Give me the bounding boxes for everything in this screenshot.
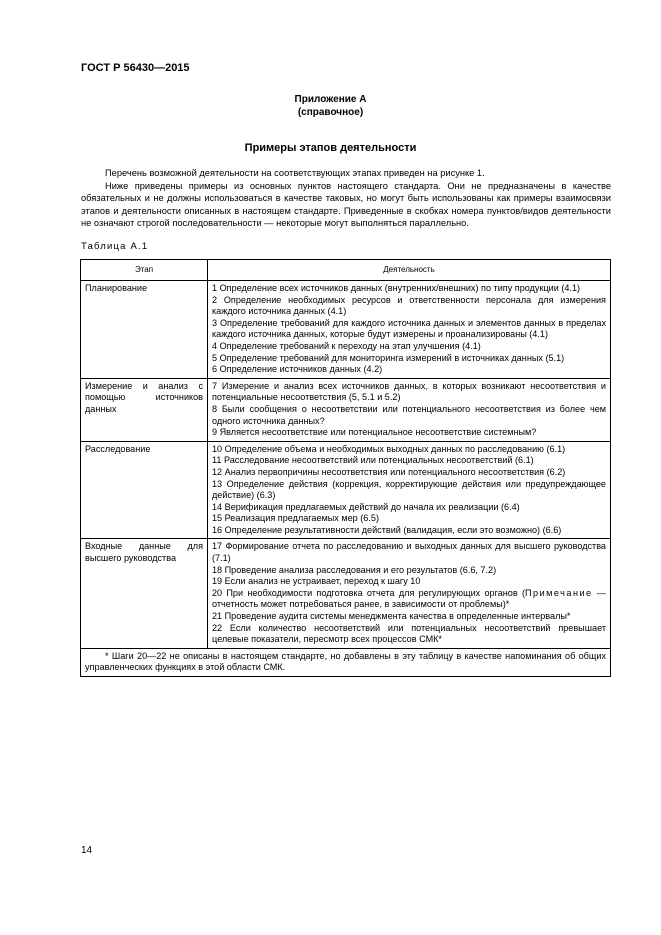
table-header-row [81,260,611,281]
header-stage: Этап [81,260,208,281]
table-row [81,539,611,648]
activity-item: 7 Измерение и анализ всех источников данных, в которых возникают несоответствия и потенциальные несоответствия (5, 5.1 и 5.2) [212,380,606,403]
activity-item: 16 Определение результативности действий (валидация, если это возможно) (6.6) [212,524,562,535]
table-caption: Таблица А.1 [81,241,149,252]
footnote-cell [81,648,611,676]
table-row [81,441,611,539]
activity-item: 5 Определение требований для мониторинга измерений в источниках данных (5.1) [212,352,565,363]
stage-cell [81,281,208,379]
table-row [81,378,611,441]
stage-label: Измерение и анализ с помощью источников данных [85,380,203,414]
note-label: Примечание [524,587,593,598]
document-id: ГОСТ Р 56430—2015 [81,62,190,74]
activity-item: 2 Определение необходимых ресурсов и ответственности персонала для измерения каждого источника данных (4.1) [212,294,606,317]
stage-label: Расследование [85,443,151,454]
activity-item: 12 Анализ первопричины несоответствия или потенциального несоответствия (6.2) [212,466,566,477]
stage-cell [81,378,208,441]
activity-item: 22 Если количество несоответствий или потенциальных несоответствий превышает целевые показатели, пересмотр всех процессов СМК* [212,622,606,645]
table-footnote-row [81,648,611,676]
activity-item: 10 Определение объема и необходимых выходных данных по расследованию (6.1) [212,443,566,454]
table-footnote: * Шаги 20—22 не описаны в настоящем стандарте, но добавлены в эту таблицу в качестве напоминания об общих управленческих функциях в этой области СМК. [85,650,606,673]
activity-item: 19 Если анализ не устраивает, переход к шагу 10 [212,576,421,587]
stage-label: Входные данные для высшего руководства [85,541,203,564]
activity-item [212,588,606,611]
activity-item: 6 Определение источников данных (4.2) [212,364,383,375]
activity-item: 1 Определение всех источников данных (внутренних/внешних) по типу продукции (4.1) [212,283,581,293]
header-activity: Деятельность [208,260,611,281]
activity-cell [208,539,611,648]
activity-item: 11 Расследование несоответствий или потенциальных несоответствий (6.1) [212,455,534,466]
activity-cell [208,378,611,441]
activity-item: 3 Определение требований для каждого источника данных и элементов данных в пределах каждого источника данных, которые будут измерены и проанализированы (4.1) [212,317,606,340]
page-number: 14 [81,845,93,856]
table-row [81,281,611,379]
annex-type: (справочное) [297,107,364,118]
stage-label: Планирование [85,283,148,293]
activity-item: 18 Проведение анализа расследования и его результатов (6.6, 7.2) [212,564,497,575]
activity-cell [208,281,611,379]
intro-paragraph-2: Ниже приведены примеры из основных пунктов настоящего стандарта. Они не предназначены в качестве обязательных и не должны использоваться в качестве таковых, но могут быть использованы как примеры взаимосвязи этапов и деятельности описанных в настоящем стандарте. Приведенные в скобках номера пунктов/видов деятельности не означают строгой последовательности — некоторые могут выполняться параллельно. [81,180,611,229]
activity-item: 4 Определение требований к переходу на этап улучшения (4.1) [212,340,481,351]
activity-cell [208,441,611,539]
stage-cell [81,441,208,539]
activity-text: 20 При необходимости подготовка отчета для регулирующих органов ( [212,587,525,598]
intro-paragraph-1: Перечень возможной деятельности на соответствующих этапах приведен на рисунке 1. [105,168,485,178]
activities-table [80,259,611,677]
activity-item: 21 Проведение аудита системы менеджмента качества в определенные интервалы* [212,611,571,622]
activity-item: 9 Является несоответствие или потенциальное несоответствие системным? [212,427,537,438]
stage-cell [81,539,208,648]
intro-text [81,167,611,230]
activity-text: — отчетность может потребоваться ранее, в зависимости от проблемы)* [212,587,606,610]
activity-item: 13 Определение действия (коррекция, корректирующие действия или предупреждающее действие) (6.3) [212,478,606,501]
activity-item: 8 Были сообщения о несоответствии или потенциального несоответствия из более чем одного источника данных? [212,403,606,426]
activity-item: 15 Реализация предлагаемых мер (6.5) [212,513,379,524]
section-title: Примеры этапов деятельности [244,142,417,154]
annex-title: Приложение А [294,94,367,105]
activity-item: 14 Верификация предлагаемых действий до начала их реализации (6.4) [212,501,520,512]
activity-item: 17 Формирование отчета по расследованию и выходных данных для высшего руководства (7.1) [212,541,606,564]
